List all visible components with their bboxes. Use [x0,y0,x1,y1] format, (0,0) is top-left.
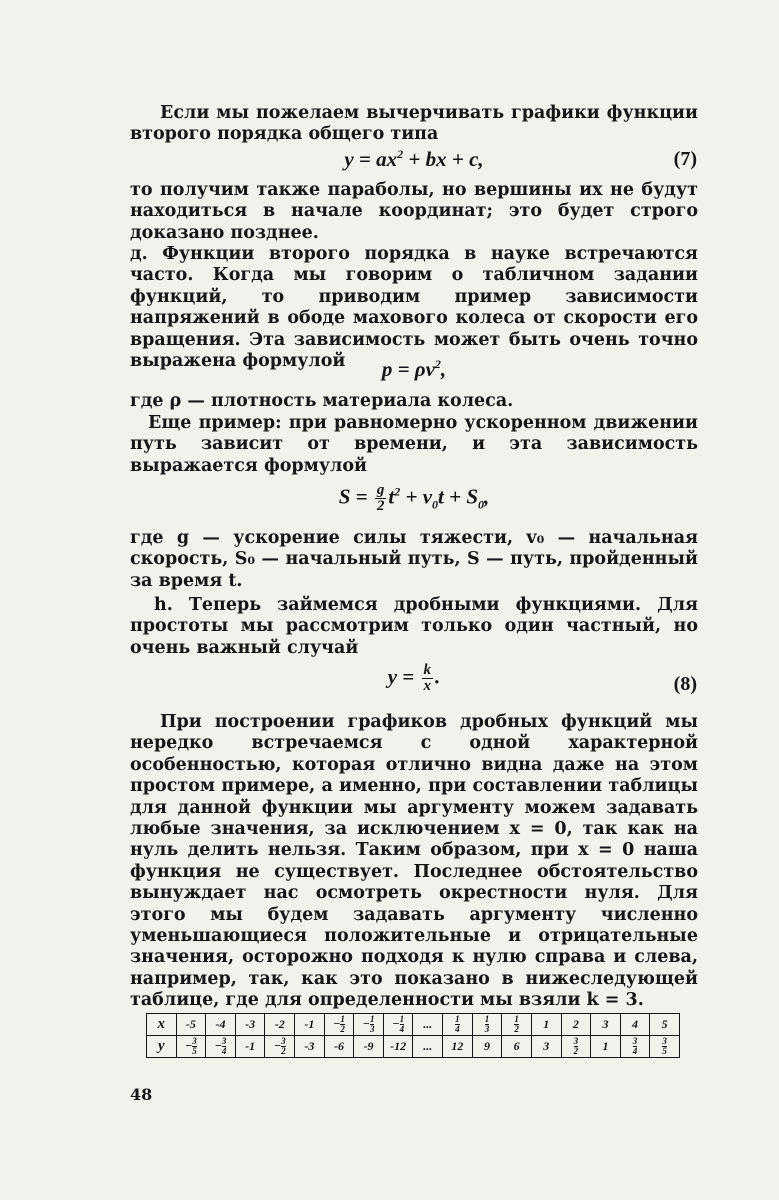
y-value-cell: $\frac{3}{2}$ [561,1036,591,1058]
formula-8: y = $\frac{k}{x}$ . [387,662,441,694]
fraction-k-over-x: $\frac{k}{x}$ [423,662,432,694]
y-value-cell: -1 [235,1036,265,1058]
x-value-cell: $\frac{1}{3}$ [472,1014,502,1036]
paragraph-motion-example: Еще пример: при равномерно ускоренном движении путь зависит от времени, и эта зависимость выражается формулой [130,413,698,476]
y-value-cell: -6 [324,1036,354,1058]
page-number: 48 [130,1085,153,1104]
table-header-y: y [147,1036,177,1058]
x-value-cell: -1 [295,1014,325,1036]
x-value-cell: 3 [591,1014,621,1036]
x-value-cell: 1 [531,1014,561,1036]
x-value-cell: − $\frac{1}{3}$ [354,1014,384,1036]
y-value-cell: -3 [295,1036,325,1058]
x-value-cell: -4 [206,1014,236,1036]
y-value-cell: − $\frac{3}{4}$ [206,1036,236,1058]
equation-number-7: (7) [673,148,697,170]
y-value-cell: $\frac{3}{4}$ [620,1036,650,1058]
x-value-cell: 5 [650,1014,680,1036]
y-value-cell: -9 [354,1036,384,1058]
y-value-cell: -12 [383,1036,413,1058]
values-table [146,1013,680,1058]
x-value-cell: $\frac{1}{4}$ [443,1014,473,1036]
paragraph-section-d: д. Функции второго порядка в науке встречаются часто. Когда мы говорим о табличном задании функций, то приводим пример зависимости напряжений в ободе махового колеса от скорости его вращения. Эта зависимость может быть очень точно выражена формулой [130,244,698,372]
x-value-cell: -2 [265,1014,295,1036]
formula-distance: S = $\frac{g}{2}$ $t^2 + v_0t + S_0$, [338,482,490,514]
y-value-cell: 1 [591,1036,621,1058]
y-value-cell: 6 [502,1036,532,1058]
x-value-cell: − $\frac{1}{2}$ [324,1014,354,1036]
y-value-cell: − $\frac{3}{2}$ [265,1036,295,1058]
table-header-x: x [147,1014,177,1036]
formula-7: $y = ax^2$ + bx + c, [344,147,484,171]
paragraph-fractional-functions: При построении графиков дробных функций мы нередко встречаемся с одной характерной особенностью, которая отлично видна даже на этом простом примере, а именно, при составлении таблицы для данной функции мы аргументу можем задавать любые значения, за исключением x = 0, так как на нуль делить нельзя. Таким образом, при x = 0 наша функция не существует. Последнее обстоятельство вынуждает нас осмотреть окрестности нуля. Для этого мы будем задавать аргументу численно уменьшающиеся положительные и отрицательные значения, осторожно подходя к нулю справа и слева, например, так, как это показано в нижеследующей таблице, где для определенности мы взяли k = 3. [130,712,698,1011]
equation-number-8: (8) [673,673,697,695]
paragraph-parabola-note: то получим также параболы, но вершины их не будут находиться в начале координат; это будет строго доказано позднее. [130,180,698,243]
y-value-cell: 9 [472,1036,502,1058]
x-value-cell: − $\frac{1}{4}$ [383,1014,413,1036]
x-value-cell: -5 [176,1014,206,1036]
table-row-x [147,1014,680,1036]
paragraph-variables: где g — ускорение силы тяжести, v₀ — начальная скорость, S₀ — начальный путь, S — путь, пройденный за время t. [130,528,698,591]
y-value-cell: $\frac{3}{5}$ [650,1036,680,1058]
fraction-g-over-2: $\frac{g}{2}$ [376,482,385,514]
y-value-cell: − $\frac{3}{5}$ [176,1036,206,1058]
formula-pressure: $p = \rho v^2$, [381,357,447,381]
y-value-cell: ... [413,1036,443,1058]
x-value-cell: 4 [620,1014,650,1036]
x-value-cell: ... [413,1014,443,1036]
x-value-cell: $\frac{1}{2}$ [502,1014,532,1036]
paragraph-intro: Если мы пожелаем вычерчивать графики функции второго порядка общего типа [130,103,698,145]
paragraph-section-h: h. Теперь займемся дробными функциями. Для простоты мы рассмотрим только один частный, но очень важный случай [130,595,698,658]
table-row-y [147,1036,680,1058]
x-value-cell: 2 [561,1014,591,1036]
x-value-cell: -3 [235,1014,265,1036]
y-value-cell: 3 [531,1036,561,1058]
paragraph-density: где ρ — плотность материала колеса. [130,391,514,411]
y-value-cell: 12 [443,1036,473,1058]
